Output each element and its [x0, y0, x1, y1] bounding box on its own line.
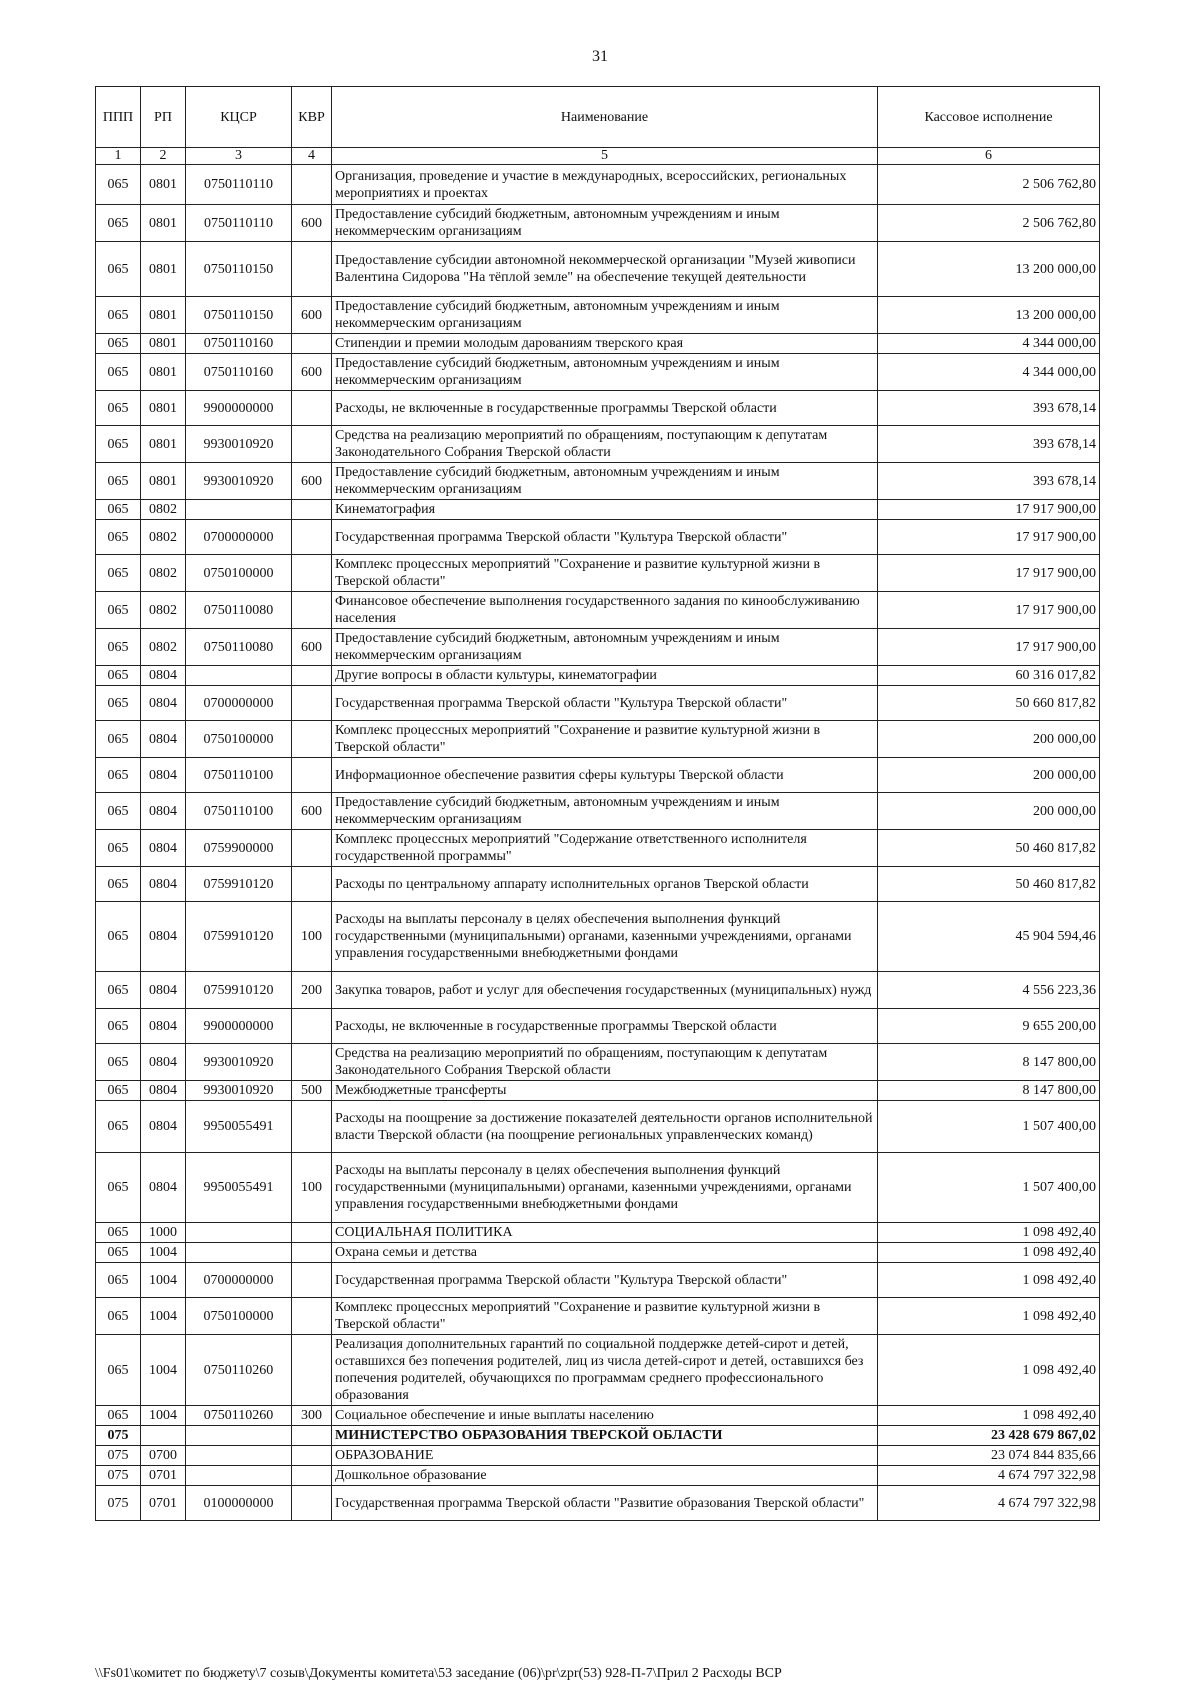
cell-name: Комплекс процессных мероприятий "Сохранение и развитие культурной жизни в Тверской области": [332, 1298, 878, 1335]
table-row: [96, 1263, 1100, 1298]
cell-rp: 0701: [141, 1466, 186, 1486]
table-row: [96, 205, 1100, 242]
cell-rp: 0801: [141, 297, 186, 334]
cell-kvr: [292, 1223, 332, 1243]
cell-ppp: 075: [96, 1446, 141, 1466]
table-row: [96, 793, 1100, 830]
cell-amount: 17 917 900,00: [878, 555, 1100, 592]
cell-name: Средства на реализацию мероприятий по обращениям, поступающим к депутатам Законодательного Собрания Тверской области: [332, 426, 878, 463]
cell-name: Предоставление субсидий бюджетным, автономным учреждениям и иным некоммерческим организациям: [332, 297, 878, 334]
cell-kcsr: 0750110110: [186, 165, 292, 205]
table-row: [96, 391, 1100, 426]
cell-amount: 1 098 492,40: [878, 1243, 1100, 1263]
cell-name: СОЦИАЛЬНАЯ ПОЛИТИКА: [332, 1223, 878, 1243]
cell-ppp: 065: [96, 1044, 141, 1081]
cell-kvr: [292, 520, 332, 555]
cell-amount: 13 200 000,00: [878, 297, 1100, 334]
cell-kvr: 300: [292, 1406, 332, 1426]
cell-kcsr: [186, 1466, 292, 1486]
col-number: 5: [332, 148, 878, 165]
cell-name: Предоставление субсидий бюджетным, автономным учреждениям и иным некоммерческим организациям: [332, 793, 878, 830]
cell-rp: 0801: [141, 205, 186, 242]
cell-name: Организация, проведение и участие в международных, всероссийских, региональных мероприятиях и проектах: [332, 165, 878, 205]
cell-ppp: 065: [96, 686, 141, 721]
cell-kvr: [292, 334, 332, 354]
cell-amount: 17 917 900,00: [878, 592, 1100, 629]
table-row: [96, 1153, 1100, 1223]
cell-rp: 0701: [141, 1486, 186, 1521]
table-row: [96, 1406, 1100, 1426]
cell-rp: 0804: [141, 721, 186, 758]
cell-name: Предоставление субсидий бюджетным, автономным учреждениям и иным некоммерческим организациям: [332, 205, 878, 242]
cell-amount: 393 678,14: [878, 463, 1100, 500]
cell-kcsr: [186, 666, 292, 686]
cell-name: Предоставление субсидий бюджетным, автономным учреждениям и иным некоммерческим организациям: [332, 463, 878, 500]
cell-kcsr: 0759900000: [186, 830, 292, 867]
cell-rp: 0801: [141, 334, 186, 354]
cell-kcsr: 0750110080: [186, 592, 292, 629]
cell-amount: 393 678,14: [878, 391, 1100, 426]
cell-rp: 0804: [141, 1081, 186, 1101]
cell-ppp: 075: [96, 1426, 141, 1446]
cell-ppp: 065: [96, 500, 141, 520]
table-row: [96, 629, 1100, 666]
cell-kcsr: 0750110160: [186, 354, 292, 391]
cell-amount: 60 316 017,82: [878, 666, 1100, 686]
cell-name: Информационное обеспечение развития сферы культуры Тверской области: [332, 758, 878, 793]
cell-amount: 1 098 492,40: [878, 1406, 1100, 1426]
cell-ppp: 065: [96, 1101, 141, 1153]
cell-rp: 1004: [141, 1335, 186, 1406]
table-row: [96, 555, 1100, 592]
table-row: [96, 721, 1100, 758]
cell-name: Расходы, не включенные в государственные программы Тверской области: [332, 1009, 878, 1044]
cell-kvr: [292, 830, 332, 867]
cell-rp: 0802: [141, 592, 186, 629]
cell-amount: 50 460 817,82: [878, 867, 1100, 902]
cell-rp: 0801: [141, 242, 186, 297]
cell-amount: 50 660 817,82: [878, 686, 1100, 721]
cell-name: Государственная программа Тверской области "Культура Тверской области": [332, 686, 878, 721]
cell-name: Охрана семьи и детства: [332, 1243, 878, 1263]
header-name: Наименование: [332, 87, 878, 148]
cell-amount: 1 098 492,40: [878, 1298, 1100, 1335]
cell-rp: 0804: [141, 686, 186, 721]
cell-amount: 1 507 400,00: [878, 1101, 1100, 1153]
cell-ppp: 065: [96, 830, 141, 867]
cell-kvr: [292, 1263, 332, 1298]
cell-amount: 4 674 797 322,98: [878, 1466, 1100, 1486]
cell-ppp: 065: [96, 520, 141, 555]
cell-amount: 393 678,14: [878, 426, 1100, 463]
cell-amount: 4 556 223,36: [878, 972, 1100, 1009]
cell-kvr: [292, 242, 332, 297]
cell-amount: 17 917 900,00: [878, 520, 1100, 555]
cell-name: Дошкольное образование: [332, 1466, 878, 1486]
cell-kcsr: 0750110110: [186, 205, 292, 242]
cell-kvr: 600: [292, 205, 332, 242]
cell-ppp: 065: [96, 1335, 141, 1406]
cell-kvr: 600: [292, 297, 332, 334]
table-row: [96, 902, 1100, 972]
cell-kcsr: 9900000000: [186, 391, 292, 426]
table-row: [96, 1335, 1100, 1406]
cell-name: Другие вопросы в области культуры, кинематографии: [332, 666, 878, 686]
cell-kvr: [292, 1486, 332, 1521]
header-amount: Кассовое исполнение: [878, 87, 1100, 148]
cell-rp: 0802: [141, 629, 186, 666]
table-row: [96, 830, 1100, 867]
cell-kvr: 100: [292, 902, 332, 972]
cell-ppp: 065: [96, 334, 141, 354]
cell-kvr: [292, 592, 332, 629]
cell-ppp: 065: [96, 205, 141, 242]
cell-name: МИНИСТЕРСТВО ОБРАЗОВАНИЯ ТВЕРСКОЙ ОБЛАСТИ: [332, 1426, 878, 1446]
table-row: [96, 463, 1100, 500]
cell-name: ОБРАЗОВАНИЕ: [332, 1446, 878, 1466]
cell-kvr: 200: [292, 972, 332, 1009]
cell-name: Расходы на выплаты персоналу в целях обеспечения выполнения функций государственными (муниципальными) органами, казенными учреждениями, органами управления государственными внебюджетными фондами: [332, 1153, 878, 1223]
cell-rp: 0804: [141, 1101, 186, 1153]
cell-amount: 200 000,00: [878, 758, 1100, 793]
cell-ppp: 075: [96, 1466, 141, 1486]
cell-kcsr: [186, 500, 292, 520]
cell-ppp: 065: [96, 1223, 141, 1243]
cell-ppp: 065: [96, 1009, 141, 1044]
cell-kvr: [292, 1298, 332, 1335]
header-kvr: КВР: [292, 87, 332, 148]
cell-rp: 1004: [141, 1243, 186, 1263]
cell-kcsr: 9900000000: [186, 1009, 292, 1044]
cell-amount: 9 655 200,00: [878, 1009, 1100, 1044]
cell-kvr: 600: [292, 463, 332, 500]
cell-kcsr: 0700000000: [186, 686, 292, 721]
table-row: [96, 1101, 1100, 1153]
cell-name: Социальное обеспечение и иные выплаты населению: [332, 1406, 878, 1426]
cell-ppp: 065: [96, 555, 141, 592]
cell-ppp: 065: [96, 391, 141, 426]
cell-ppp: 065: [96, 165, 141, 205]
cell-ppp: 065: [96, 867, 141, 902]
cell-kvr: 600: [292, 793, 332, 830]
cell-kcsr: 9930010920: [186, 1044, 292, 1081]
cell-kvr: [292, 426, 332, 463]
cell-kcsr: 0759910120: [186, 972, 292, 1009]
cell-kcsr: 9930010920: [186, 426, 292, 463]
cell-rp: 0804: [141, 1153, 186, 1223]
table-row: [96, 1243, 1100, 1263]
cell-rp: 0804: [141, 830, 186, 867]
cell-ppp: 065: [96, 902, 141, 972]
expenditure-table: [95, 86, 1100, 1521]
cell-amount: 17 917 900,00: [878, 500, 1100, 520]
cell-kvr: [292, 391, 332, 426]
cell-ppp: 065: [96, 1298, 141, 1335]
cell-kcsr: [186, 1223, 292, 1243]
cell-amount: 13 200 000,00: [878, 242, 1100, 297]
cell-ppp: 065: [96, 297, 141, 334]
cell-ppp: 065: [96, 1081, 141, 1101]
cell-kvr: [292, 1101, 332, 1153]
cell-name: Государственная программа Тверской области "Развитие образования Тверской области": [332, 1486, 878, 1521]
header-rp: РП: [141, 87, 186, 148]
cell-amount: 23 074 844 835,66: [878, 1446, 1100, 1466]
cell-rp: 1004: [141, 1406, 186, 1426]
cell-name: Расходы на выплаты персоналу в целях обеспечения выполнения функций государственными (муниципальными) органами, казенными учреждениями, органами управления государственными внебюджетными фондами: [332, 902, 878, 972]
table-row: [96, 334, 1100, 354]
file-path-footer: \\Fs01\комитет по бюджету\7 созыв\Документы комитета\53 заседание (06)\pr\zpr(53) 928-П-7\Прил 2 Расходы ВСР: [95, 1666, 782, 1681]
cell-name: Государственная программа Тверской области "Культура Тверской области": [332, 520, 878, 555]
cell-rp: 0801: [141, 391, 186, 426]
cell-amount: 17 917 900,00: [878, 629, 1100, 666]
cell-amount: 45 904 594,46: [878, 902, 1100, 972]
table-row: [96, 972, 1100, 1009]
cell-amount: 200 000,00: [878, 793, 1100, 830]
table-row: [96, 1486, 1100, 1521]
table-row: [96, 242, 1100, 297]
cell-kvr: [292, 1466, 332, 1486]
cell-name: Финансовое обеспечение выполнения государственного задания по кинообслуживанию населения: [332, 592, 878, 629]
cell-amount: 2 506 762,80: [878, 165, 1100, 205]
cell-rp: 0801: [141, 463, 186, 500]
table-row: [96, 867, 1100, 902]
cell-kvr: [292, 686, 332, 721]
cell-kvr: [292, 666, 332, 686]
cell-name: Межбюджетные трансферты: [332, 1081, 878, 1101]
table-row: [96, 592, 1100, 629]
cell-ppp: 065: [96, 758, 141, 793]
col-number: 4: [292, 148, 332, 165]
cell-ppp: 065: [96, 354, 141, 391]
table-row: [96, 520, 1100, 555]
cell-kvr: 600: [292, 629, 332, 666]
table-row: [96, 1223, 1100, 1243]
cell-name: Расходы на поощрение за достижение показателей деятельности органов исполнительной власти Тверской области (на поощрение региональных управленческих команд): [332, 1101, 878, 1153]
table-row: [96, 1009, 1100, 1044]
cell-kcsr: 0759910120: [186, 867, 292, 902]
cell-ppp: 065: [96, 1406, 141, 1426]
cell-kvr: 100: [292, 1153, 332, 1223]
cell-ppp: 065: [96, 463, 141, 500]
cell-amount: 1 098 492,40: [878, 1223, 1100, 1243]
cell-kvr: 500: [292, 1081, 332, 1101]
cell-name: Комплекс процессных мероприятий "Содержание ответственного исполнителя государственной программы": [332, 830, 878, 867]
cell-ppp: 065: [96, 629, 141, 666]
cell-amount: 50 460 817,82: [878, 830, 1100, 867]
cell-kcsr: 0700000000: [186, 1263, 292, 1298]
cell-kcsr: 0750110100: [186, 793, 292, 830]
cell-kvr: [292, 721, 332, 758]
table-row: [96, 1446, 1100, 1466]
cell-amount: 1 507 400,00: [878, 1153, 1100, 1223]
cell-ppp: 065: [96, 972, 141, 1009]
cell-kvr: [292, 1335, 332, 1406]
cell-rp: 0700: [141, 1446, 186, 1466]
cell-name: Предоставление субсидий бюджетным, автономным учреждениям и иным некоммерческим организациям: [332, 354, 878, 391]
column-number-row: [96, 148, 1100, 165]
table-row: [96, 354, 1100, 391]
cell-amount: 4 344 000,00: [878, 334, 1100, 354]
table-row: [96, 1044, 1100, 1081]
cell-kvr: [292, 165, 332, 205]
cell-rp: 0802: [141, 500, 186, 520]
cell-amount: 4 344 000,00: [878, 354, 1100, 391]
cell-rp: 0804: [141, 902, 186, 972]
col-number: 1: [96, 148, 141, 165]
cell-rp: 1004: [141, 1263, 186, 1298]
cell-name: Средства на реализацию мероприятий по обращениям, поступающим к депутатам Законодательного Собрания Тверской области: [332, 1044, 878, 1081]
cell-kcsr: 0759910120: [186, 902, 292, 972]
cell-rp: 0802: [141, 520, 186, 555]
cell-amount: 1 098 492,40: [878, 1263, 1100, 1298]
cell-rp: 0804: [141, 666, 186, 686]
cell-kcsr: 9930010920: [186, 463, 292, 500]
cell-ppp: 065: [96, 721, 141, 758]
cell-name: Государственная программа Тверской области "Культура Тверской области": [332, 1263, 878, 1298]
cell-amount: 8 147 800,00: [878, 1081, 1100, 1101]
col-number: 6: [878, 148, 1100, 165]
cell-rp: 0801: [141, 354, 186, 391]
table-row: [96, 1298, 1100, 1335]
cell-ppp: 065: [96, 666, 141, 686]
cell-kcsr: 0750110080: [186, 629, 292, 666]
table-row: [96, 758, 1100, 793]
cell-kvr: [292, 1009, 332, 1044]
cell-kcsr: [186, 1426, 292, 1446]
cell-ppp: 075: [96, 1486, 141, 1521]
cell-name: Стипендии и премии молодым дарованиям тверского края: [332, 334, 878, 354]
cell-rp: 0802: [141, 555, 186, 592]
cell-kvr: [292, 1243, 332, 1263]
cell-kvr: [292, 555, 332, 592]
cell-rp: 0801: [141, 426, 186, 463]
cell-rp: 0804: [141, 867, 186, 902]
table-body: [96, 165, 1100, 1521]
cell-name: Закупка товаров, работ и услуг для обеспечения государственных (муниципальных) нужд: [332, 972, 878, 1009]
table-row: [96, 666, 1100, 686]
cell-kcsr: 0750100000: [186, 721, 292, 758]
cell-ppp: 065: [96, 592, 141, 629]
cell-kvr: [292, 1446, 332, 1466]
cell-kcsr: 0750110150: [186, 242, 292, 297]
cell-ppp: 065: [96, 1263, 141, 1298]
cell-rp: 0804: [141, 793, 186, 830]
table-row: [96, 1081, 1100, 1101]
cell-rp: 0804: [141, 758, 186, 793]
cell-kvr: [292, 1426, 332, 1446]
col-number: 3: [186, 148, 292, 165]
cell-amount: 4 674 797 322,98: [878, 1486, 1100, 1521]
cell-ppp: 065: [96, 1153, 141, 1223]
cell-rp: 0801: [141, 165, 186, 205]
header-ppp: ППП: [96, 87, 141, 148]
table-header-row: [96, 87, 1100, 148]
cell-kcsr: 0750110260: [186, 1406, 292, 1426]
cell-name: Комплекс процессных мероприятий "Сохранение и развитие культурной жизни в Тверской области": [332, 555, 878, 592]
cell-ppp: 065: [96, 242, 141, 297]
cell-amount: 23 428 679 867,02: [878, 1426, 1100, 1446]
table-row: [96, 1426, 1100, 1446]
cell-kcsr: 0750110100: [186, 758, 292, 793]
cell-amount: 1 098 492,40: [878, 1335, 1100, 1406]
cell-kcsr: 0100000000: [186, 1486, 292, 1521]
cell-kvr: [292, 867, 332, 902]
cell-name: Предоставление субсидии автономной некоммерческой организации "Музей живописи Валентина Сидорова "На тёплой земле" на обеспечение текущей деятельности: [332, 242, 878, 297]
cell-ppp: 065: [96, 1243, 141, 1263]
table-row: [96, 500, 1100, 520]
cell-kcsr: 9950055491: [186, 1101, 292, 1153]
cell-name: Кинематография: [332, 500, 878, 520]
cell-name: Расходы по центральному аппарату исполнительных органов Тверской области: [332, 867, 878, 902]
col-number: 2: [141, 148, 186, 165]
cell-kcsr: 0750100000: [186, 555, 292, 592]
header-kcsr: КЦСР: [186, 87, 292, 148]
cell-rp: 0804: [141, 1044, 186, 1081]
cell-ppp: 065: [96, 793, 141, 830]
cell-kvr: [292, 500, 332, 520]
table-row: [96, 297, 1100, 334]
cell-kcsr: 0750110160: [186, 334, 292, 354]
cell-name: Реализация дополнительных гарантий по социальной поддержке детей-сирот и детей, оставшихся без попечения родителей, лиц из числа детей-сирот и детей, оставшихся без попечения родителей, обучающихся по программам среднего профессионального образования: [332, 1335, 878, 1406]
cell-amount: 200 000,00: [878, 721, 1100, 758]
cell-kcsr: 9950055491: [186, 1153, 292, 1223]
cell-kcsr: [186, 1243, 292, 1263]
cell-rp: 1000: [141, 1223, 186, 1243]
cell-rp: 0804: [141, 972, 186, 1009]
cell-kcsr: 0750110150: [186, 297, 292, 334]
cell-kcsr: 0700000000: [186, 520, 292, 555]
table-row: [96, 686, 1100, 721]
cell-name: Предоставление субсидий бюджетным, автономным учреждениям и иным некоммерческим организациям: [332, 629, 878, 666]
cell-kcsr: [186, 1446, 292, 1466]
cell-rp: 1004: [141, 1298, 186, 1335]
cell-amount: 8 147 800,00: [878, 1044, 1100, 1081]
cell-ppp: 065: [96, 426, 141, 463]
cell-kcsr: 0750110260: [186, 1335, 292, 1406]
cell-kcsr: 0750100000: [186, 1298, 292, 1335]
cell-kcsr: 9930010920: [186, 1081, 292, 1101]
cell-amount: 2 506 762,80: [878, 205, 1100, 242]
cell-name: Расходы, не включенные в государственные программы Тверской области: [332, 391, 878, 426]
table-row: [96, 426, 1100, 463]
page-number: 31: [592, 48, 608, 65]
cell-kvr: [292, 758, 332, 793]
table-row: [96, 1466, 1100, 1486]
cell-kvr: [292, 1044, 332, 1081]
cell-name: Комплекс процессных мероприятий "Сохранение и развитие культурной жизни в Тверской области": [332, 721, 878, 758]
table-row: [96, 165, 1100, 205]
cell-rp: 0804: [141, 1009, 186, 1044]
cell-rp: [141, 1426, 186, 1446]
cell-kvr: 600: [292, 354, 332, 391]
